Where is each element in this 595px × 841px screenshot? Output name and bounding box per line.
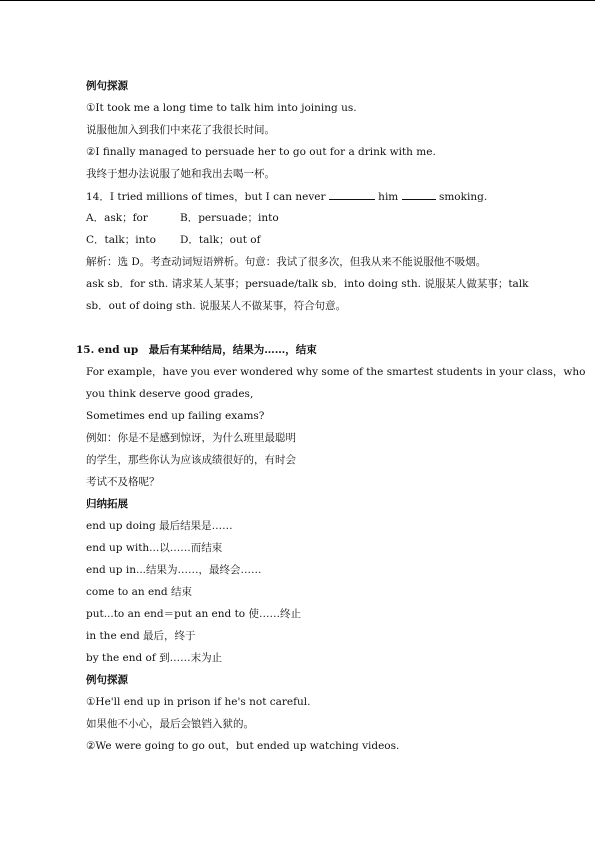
section-heading: 例句探源 <box>86 674 128 686</box>
item-title: 15. end up 最后有某种结局，结果为……，结束 <box>76 344 317 356</box>
question-stem <box>86 189 487 204</box>
option-d: D．talk；out of <box>180 234 261 246</box>
example-sentence-en: ①It took me a long time to talk him into joining us. <box>86 102 357 114</box>
example-sentence-zh: 我终于想办法说服了她和我出去喝一杯。 <box>86 168 275 180</box>
phrase-item: put...to an end＝put an end to 使……终止 <box>86 608 301 620</box>
phrase-item: come to an end 结束 <box>86 586 192 598</box>
phrase-item: in the end 最后，终于 <box>86 630 196 642</box>
section-heading: 例句探源 <box>86 80 128 92</box>
example-passage-en: Sometimes end up failing exams? <box>86 410 265 422</box>
top-rule <box>0 0 595 1</box>
option-b: B．persuade；into <box>180 212 279 224</box>
example-sentence-zh: 说服他加入到我们中来花了我很长时间。 <box>86 124 275 136</box>
answer-blank <box>402 189 436 200</box>
analysis-text: 解析：选 D。考查动词短语辨析。句意：我试了很多次，但我从来不能说服他不吸烟。 <box>86 256 487 268</box>
question-stem-part: 14．I tried millions of times，but I can never <box>86 191 329 203</box>
option-c: C．talk；into <box>86 234 156 246</box>
example-passage-en: you think deserve good grades, <box>86 388 254 400</box>
analysis-text: ask sb．for sth. 请求某人某事；persuade/talk sb．into doing sth. 说服某人做某事；talk <box>86 278 529 290</box>
analysis-text: sb．out of doing sth. 说服某人不做某事，符合句意。 <box>86 300 347 312</box>
phrase-item: end up with...以……而结束 <box>86 542 223 554</box>
phrase-item: end up doing 最后结果是…… <box>86 520 233 532</box>
example-sentence-en: ②I finally managed to persuade her to go out for a drink with me. <box>86 146 436 158</box>
answer-blank <box>329 189 375 200</box>
phrase-item: by the end of 到……末为止 <box>86 652 223 664</box>
example-sentence-en: ①He'll end up in prison if he's not careful. <box>86 696 311 708</box>
example-passage-zh: 例如：你是不是感到惊讶，为什么班里最聪明 <box>86 432 296 444</box>
question-stem-part: him <box>374 191 402 203</box>
example-passage-zh: 考试不及格呢？ <box>86 476 160 488</box>
example-sentence-en: ②We were going to go out，but ended up watching videos. <box>86 740 400 752</box>
question-stem-part: smoking. <box>435 191 488 203</box>
example-passage-zh: 的学生，那些你认为应该成绩很好的，有时会 <box>86 454 296 466</box>
option-a: A．ask；for <box>86 212 148 224</box>
section-heading: 归纳拓展 <box>86 498 128 510</box>
example-passage-en: For example，have you ever wondered why some of the smartest students in your class，who <box>86 366 586 378</box>
example-sentence-zh: 如果他不小心，最后会锒铛入狱的。 <box>86 718 254 730</box>
phrase-item: end up in...结果为……，最终会…… <box>86 564 262 576</box>
